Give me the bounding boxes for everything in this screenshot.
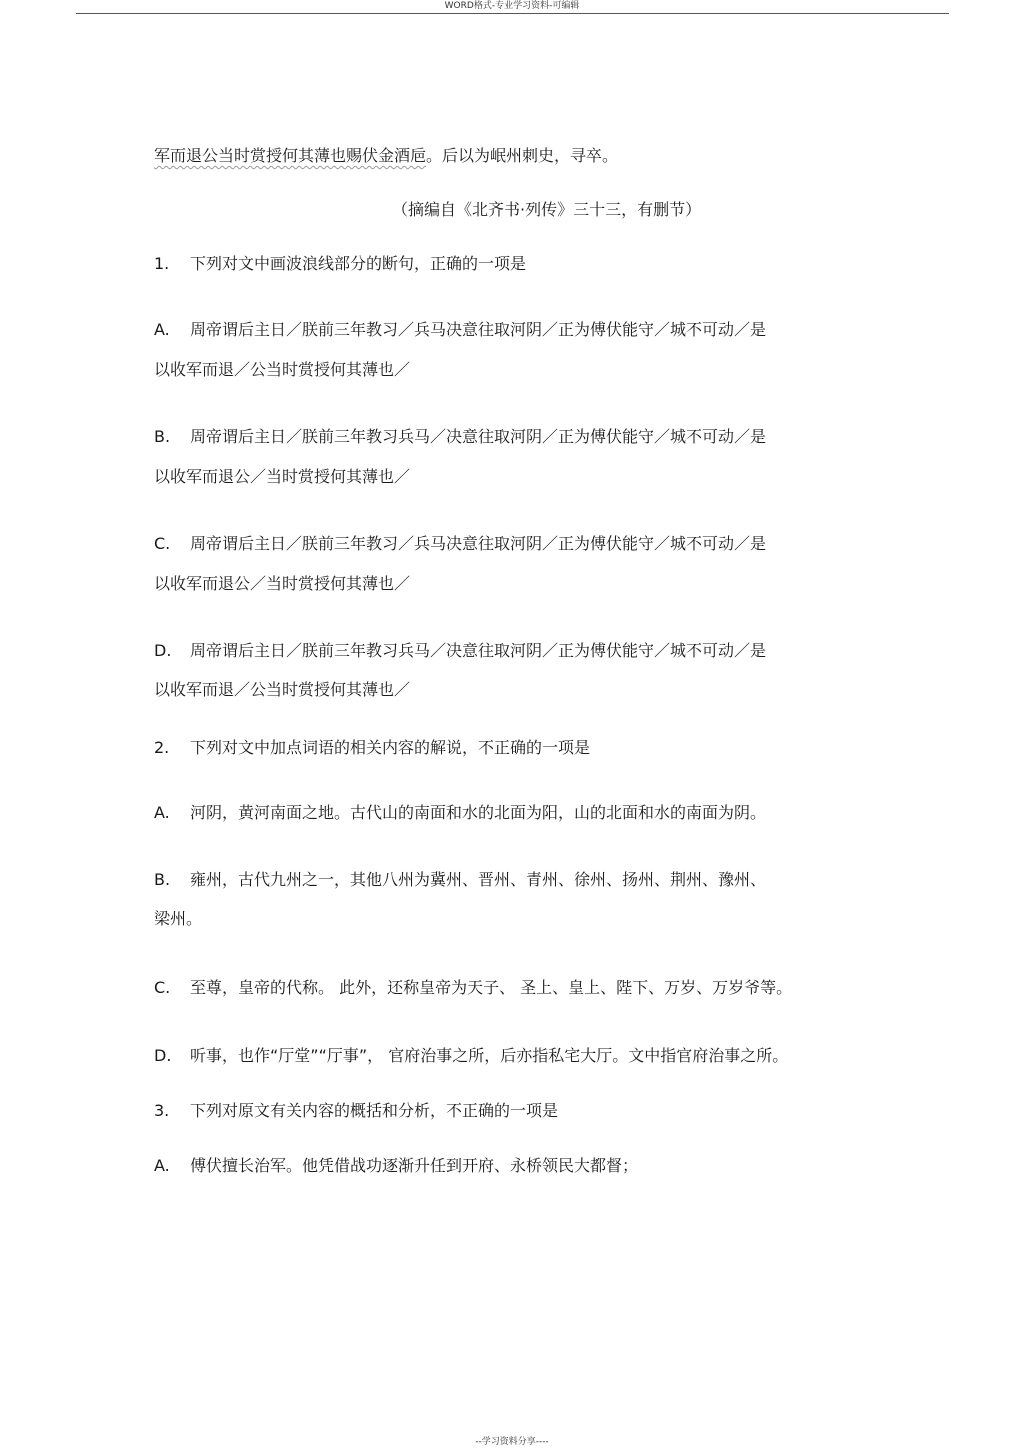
question-text: 下列对原文有关内容的概括和分析，不正确的一项是: [190, 1101, 559, 1120]
question-text: 下列对文中画波浪线部分的断句，正确的一项是: [190, 254, 527, 273]
option-label: B.: [154, 427, 171, 446]
option-text: 河阴，黄河南面之地。古代山的南面和水的北面为阳，山的北面和水的南面为阴。: [190, 803, 767, 822]
option-label: D.: [154, 641, 172, 660]
q2-option-d: [154, 1045, 788, 1067]
q2-option-b-cont: 梁州。: [154, 909, 203, 928]
option-label: A.: [154, 1156, 170, 1175]
q1-option-c-cont: 以收军而退公／当时赏授何其薄也／: [154, 574, 411, 593]
option-label: C.: [154, 534, 171, 553]
source-citation: （摘编自《北齐书·列传》三十三，有删节）: [392, 200, 702, 219]
q2-option-c: [154, 977, 792, 999]
question-number: 3.: [154, 1101, 170, 1120]
q2-option-a: [154, 802, 766, 824]
page-header: WORD格式-专业学习资料-可编辑: [444, 1, 580, 11]
q1-option-b: [154, 426, 766, 448]
q3-option-a: [154, 1155, 638, 1177]
option-label: A.: [154, 803, 170, 822]
option-label: A.: [154, 320, 170, 339]
page-footer: --学习资料分享----: [475, 1437, 549, 1447]
q1-option-d-cont: 以收军而退／公当时赏授何其薄也／: [154, 680, 411, 699]
q1-option-a: [154, 319, 766, 341]
question-2-stem: [154, 737, 590, 759]
q1-option-d: [154, 640, 766, 662]
wavy-underlined-text: 军而退公当时赏授何其薄也赐伏金酒巵: [154, 146, 427, 165]
option-text: 周帝谓后主日／朕前三年教习／兵马决意往取河阴／正为傅伏能守／城不可动／是: [190, 320, 767, 339]
option-text: 周帝谓后主日／朕前三年教习兵马／决意往取河阴／正为傅伏能守／城不可动／是: [190, 641, 767, 660]
question-number: 2.: [154, 738, 170, 757]
option-text: 周帝谓后主日／朕前三年教习兵马／决意往取河阴／正为傅伏能守／城不可动／是: [190, 427, 767, 446]
q1-option-a-cont: 以收军而退／公当时赏授何其薄也／: [154, 360, 411, 379]
option-label: C.: [154, 978, 171, 997]
option-label: D.: [154, 1046, 172, 1065]
q1-option-c: [154, 533, 766, 555]
question-text: 下列对文中加点词语的相关内容的解说，不正确的一项是: [190, 738, 591, 757]
question-number: 1.: [154, 254, 170, 273]
passage-text: 。后以为岷州刺史，寻卒。: [426, 146, 619, 165]
option-text: 至尊，皇帝的代称。 此外，还称皇帝为天子、 圣上、皇上、陛下、万岁、万岁爷等。: [190, 978, 793, 997]
option-text: 傅伏擅长治军。他凭借战功逐渐升任到开府、永桥领民大都督；: [190, 1156, 639, 1175]
question-1-stem: [154, 253, 526, 275]
header-rule: [76, 13, 949, 14]
question-3-stem: [154, 1100, 558, 1122]
option-text: 听事，也作“厅堂”“厅事”， 官府治事之所，后亦指私宅大厅。文中指官府治事之所。: [190, 1046, 789, 1065]
option-text: 雍州，古代九州之一，其他八州为冀州、晋州、青州、徐州、扬州、荆州、豫州、: [190, 870, 767, 889]
option-label: B.: [154, 870, 171, 889]
option-text: 周帝谓后主日／朕前三年教习／兵马决意往取河阴／正为傅伏能守／城不可动／是: [190, 534, 767, 553]
q2-option-b: [154, 869, 766, 891]
passage-line: [154, 145, 618, 167]
q1-option-b-cont: 以收军而退公／当时赏授何其薄也／: [154, 467, 411, 486]
